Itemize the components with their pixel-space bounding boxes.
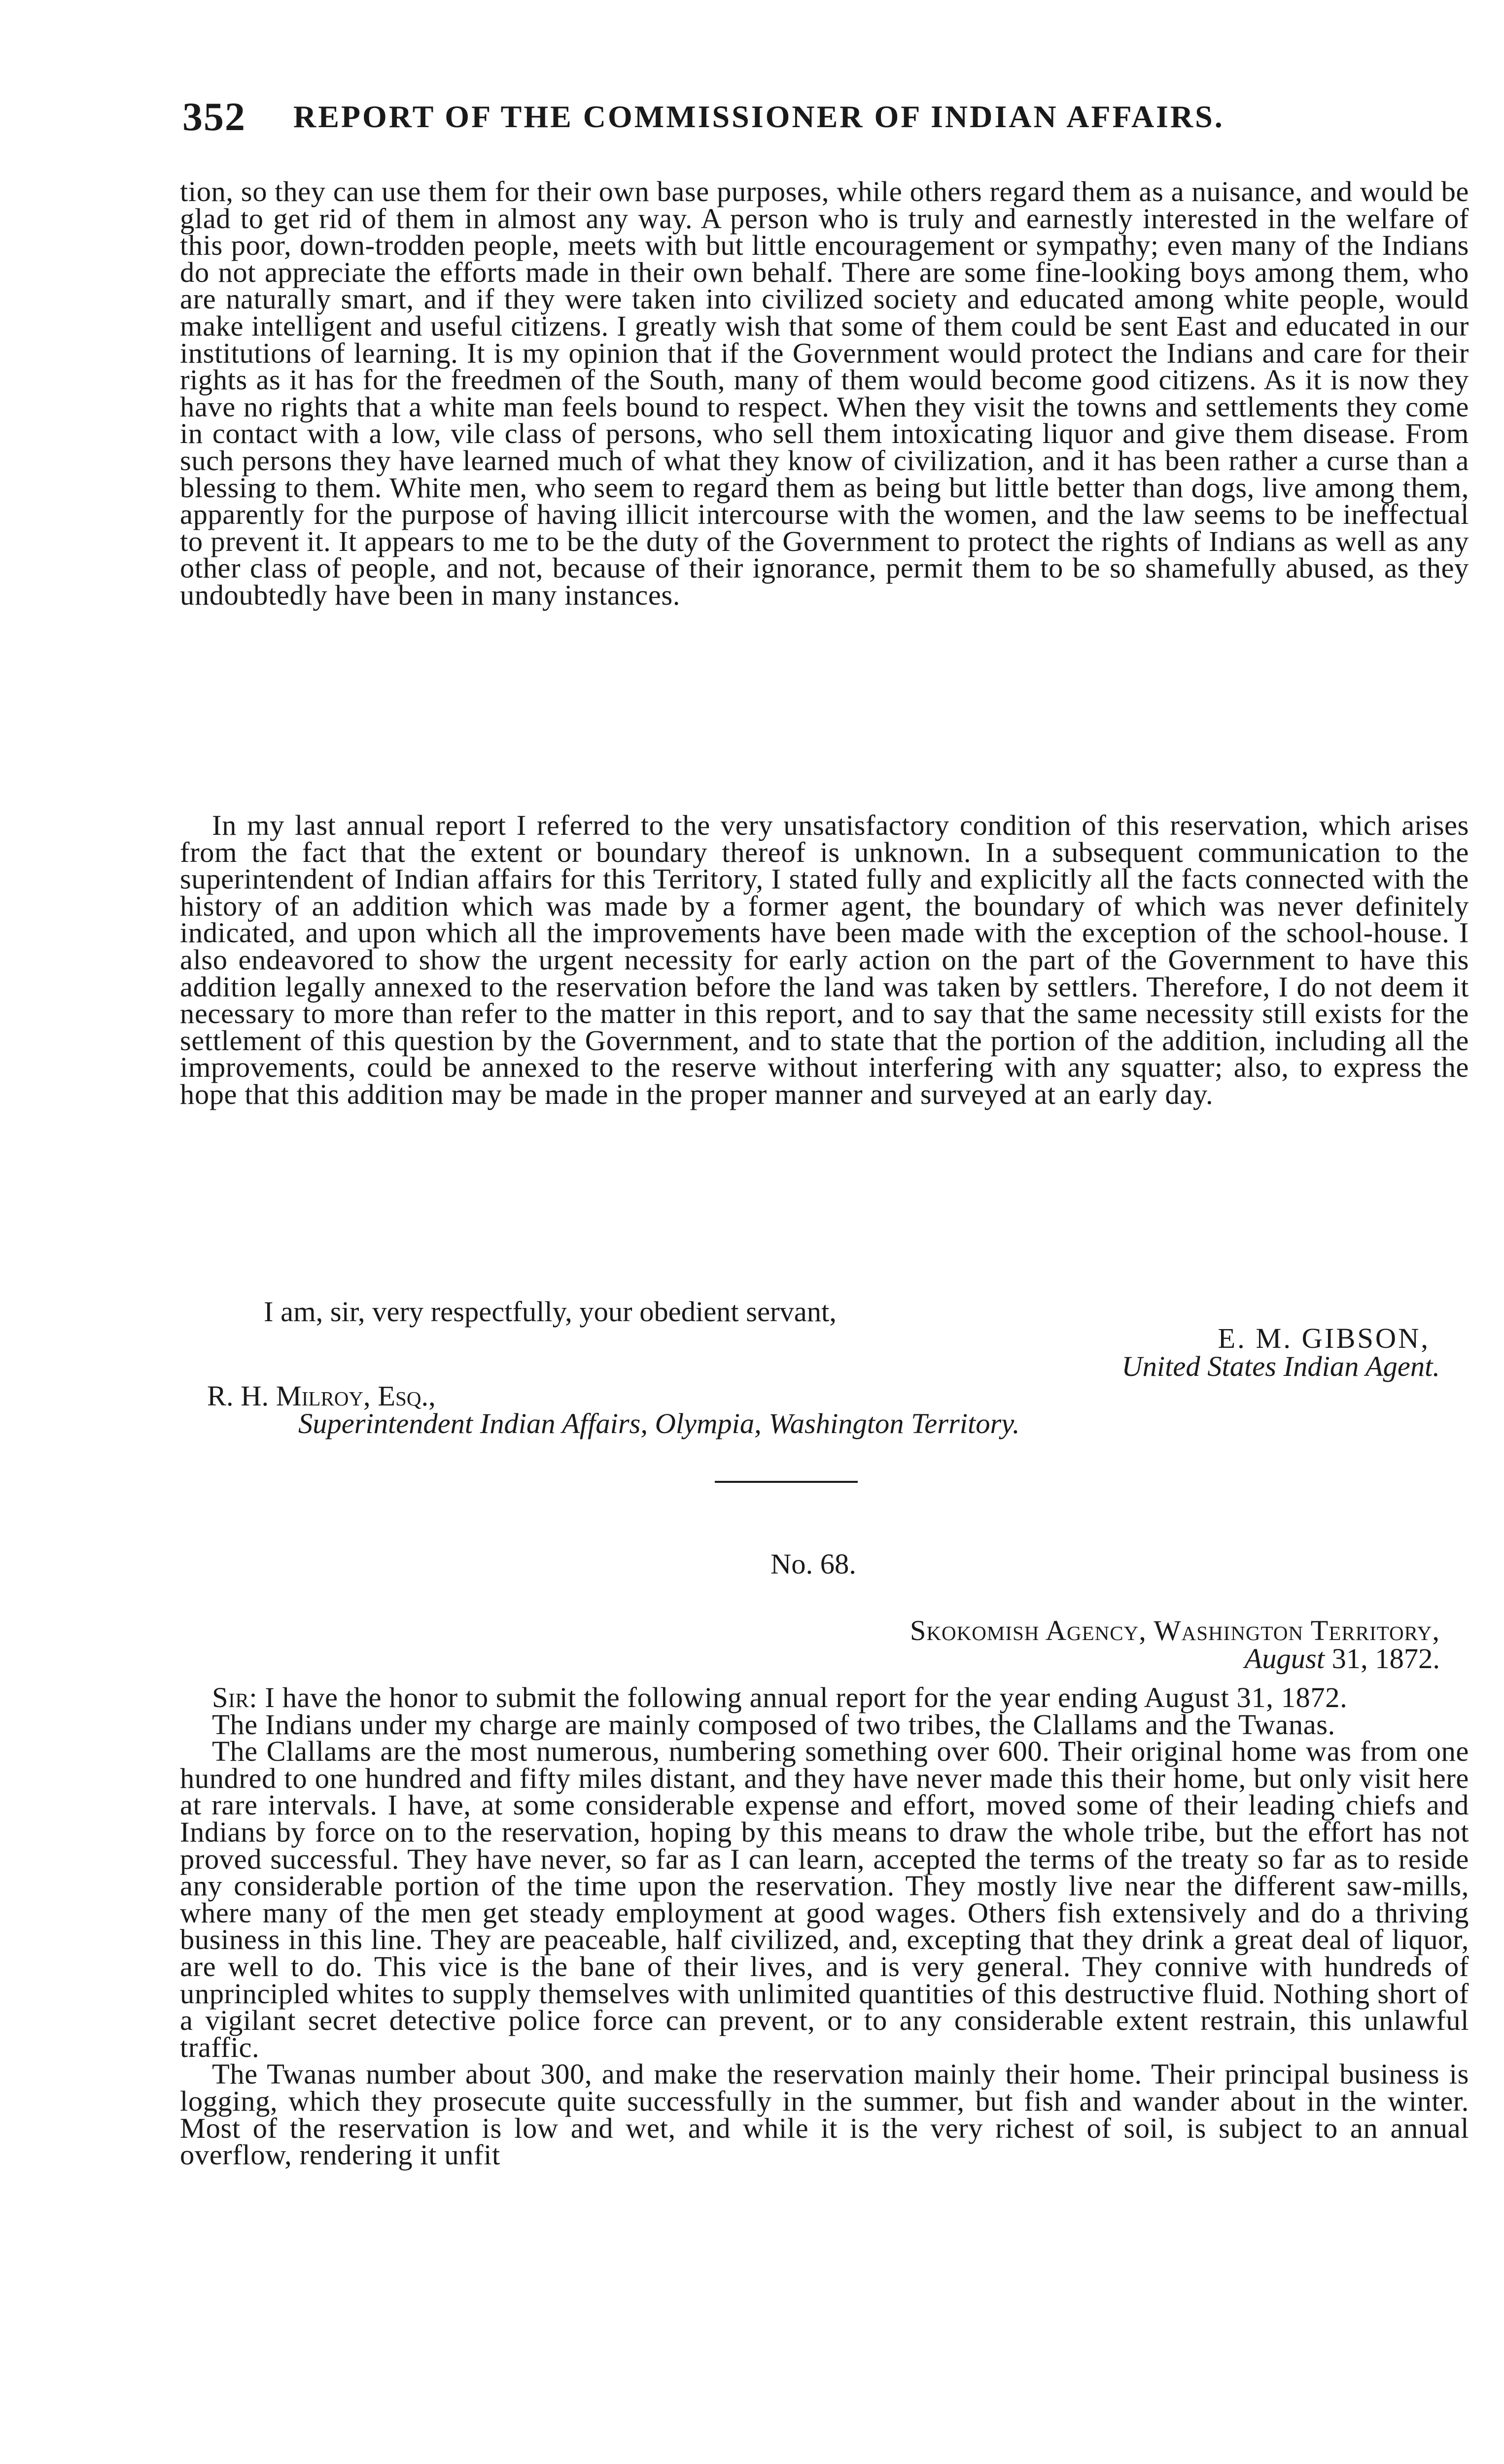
addressee-title: Superintendent Indian Affairs, Olympia, Washington Territory. (298, 1407, 1020, 1439)
letter-67-body (180, 175, 1469, 611)
page-header (182, 94, 1469, 143)
dateline-day-year: 31, 1872. (1325, 1643, 1440, 1675)
letter-68-paragraph-3: The Clallams are the most numerous, numbering something over 600. Their original home was from one hundred to one hundred and fifty miles distant, and they have never made this their home, but only visit here at rare intervals. I have, at some considerable expense and effort, moved some of their leading chiefs and Indians by force on to the reservation, hoping by this means to draw the whole tribe, but the effort has not proved successful. They have never, so far as I can learn, accepted the terms of the treaty so far as to reside any considerable portion of the time upon the reservation. They mostly live near the different saw-mills, where many of the men get steady employment at good wages. Others fish extensively and do a thriving business in this line. They are peaceable, half civilized, and, excepting that they drink a great deal of liquor, are well to do. This vice is the bane of their lives, and is very general. They connive with hundreds of unprincipled whites to supply themselves with unlimited quantities of this destructive fluid. Nothing short of a vigilant secret detective police force can prevent, or to any considerable extent restrain, this unlawful traffic. (180, 1735, 1469, 2063)
page-number: 352 (182, 94, 246, 139)
letter-68-body (180, 1681, 1469, 2171)
dateline-month: August (1244, 1643, 1325, 1675)
salutation: Sir: (212, 1681, 258, 1713)
letter-68-paragraph-1-text: I have the honor to submit the following annual report for the year ending August 31, 1872. (257, 1681, 1348, 1713)
dateline-date (1244, 1642, 1440, 1675)
letter-68-paragraph-1 (180, 1681, 1469, 1713)
letter-67-paragraph-1: tion, so they can use them for their own base purposes, while others regard them as a nuisance, and would be glad to get rid of them in almost any way. A person who is truly and earnestly interested in the welfare of this poor, down-trodden people, meets with but little encouragement or sympathy; even many of the Indians do not appreciate the efforts made in their own behalf. There are some fine-looking boys among them, who are naturally smart, and if they were taken into civilized society and educated among white people, would make intelligent and useful citizens. I greatly wish that some of them could be sent East and educated in our institutions of learning. It is my opinion that if the Government would protect the Indians and care for their rights as it has for the freedmen of the South, many of them would become good citizens. As it is now they have no rights that a white man feels bound to respect. When they visit the towns and settlements they come in contact with a low, vile class of persons, who sell them intoxicating liquor and give them disease. From such persons they have learned much of what they know of civilization, and it has been rather a curse than a blessing to them. White men, who seem to regard them as being but little better than dogs, live among them, apparently for the purpose of having illicit intercourse with the women, and the law seems to be ineffectual to prevent it. It appears to me to be the duty of the Government to protect the rights of Indians as well as any other class of people, and not, because of their ignorance, permit them to be so shamefully abused, as they undoubtedly have been in many instances. (180, 175, 1469, 611)
dateline-place: Skokomish Agency, Washington Territory, (909, 1614, 1440, 1646)
letter-closing: I am, sir, very respectfully, your obedient servant, (264, 1296, 837, 1328)
addressee-name-text: R. H. Milroy, Esq., (207, 1380, 436, 1412)
letter-68-paragraph-2: The Indians under my charge are mainly composed of two tribes, the Clallams and the Twanas. (212, 1708, 1335, 1741)
section-divider (715, 1481, 858, 1483)
letter-67-paragraph-2: In my last annual report I referred to the very unsatisfactory condition of this reservation, which arises from the fact that the extent or boundary thereof is unknown. In a subsequent communication to the superintendent of Indian affairs for this Territory, I stated fully and explicitly all the facts connected with the history of an addition which was made by a former agent, the boundary of which was never definitely indicated, and upon which all the improvements have been made with the exception of the school-house. I also endeavored to show the urgent necessity for early action on the part of the Government to have this addition legally annexed to the reservation before the land was taken by settlers. Therefore, I do not deem it necessary to more than refer to the matter in this report, and to say that the same necessity still exists for the settlement of this question by the Government, and to state that the portion of the addition, including all the improvements, could be annexed to the reserve without interfering with any squatter; also, to express the hope that this addition may be made in the proper manner and surveyed at an early day. (180, 809, 1469, 1110)
letter-68-paragraph-4: The Twanas number about 300, and make the reservation mainly their home. Their principal business is logging, which they prosecute quite successfully in the summer, but fish and wander about in the winter. Most of the reservation is low and wet, and while it is the very richest of soil, is subject to an annual overflow, rendering it unfit (180, 2058, 1469, 2171)
signature-name: E. M. GIBSON, (1218, 1322, 1430, 1354)
running-title: REPORT OF THE COMMISSIONER OF INDIAN AFFAIRS. (293, 99, 1224, 134)
signature-title: United States Indian Agent. (1121, 1350, 1440, 1382)
document-number: No. 68. (770, 1548, 856, 1580)
letter-67-body-continued (180, 809, 1469, 1110)
